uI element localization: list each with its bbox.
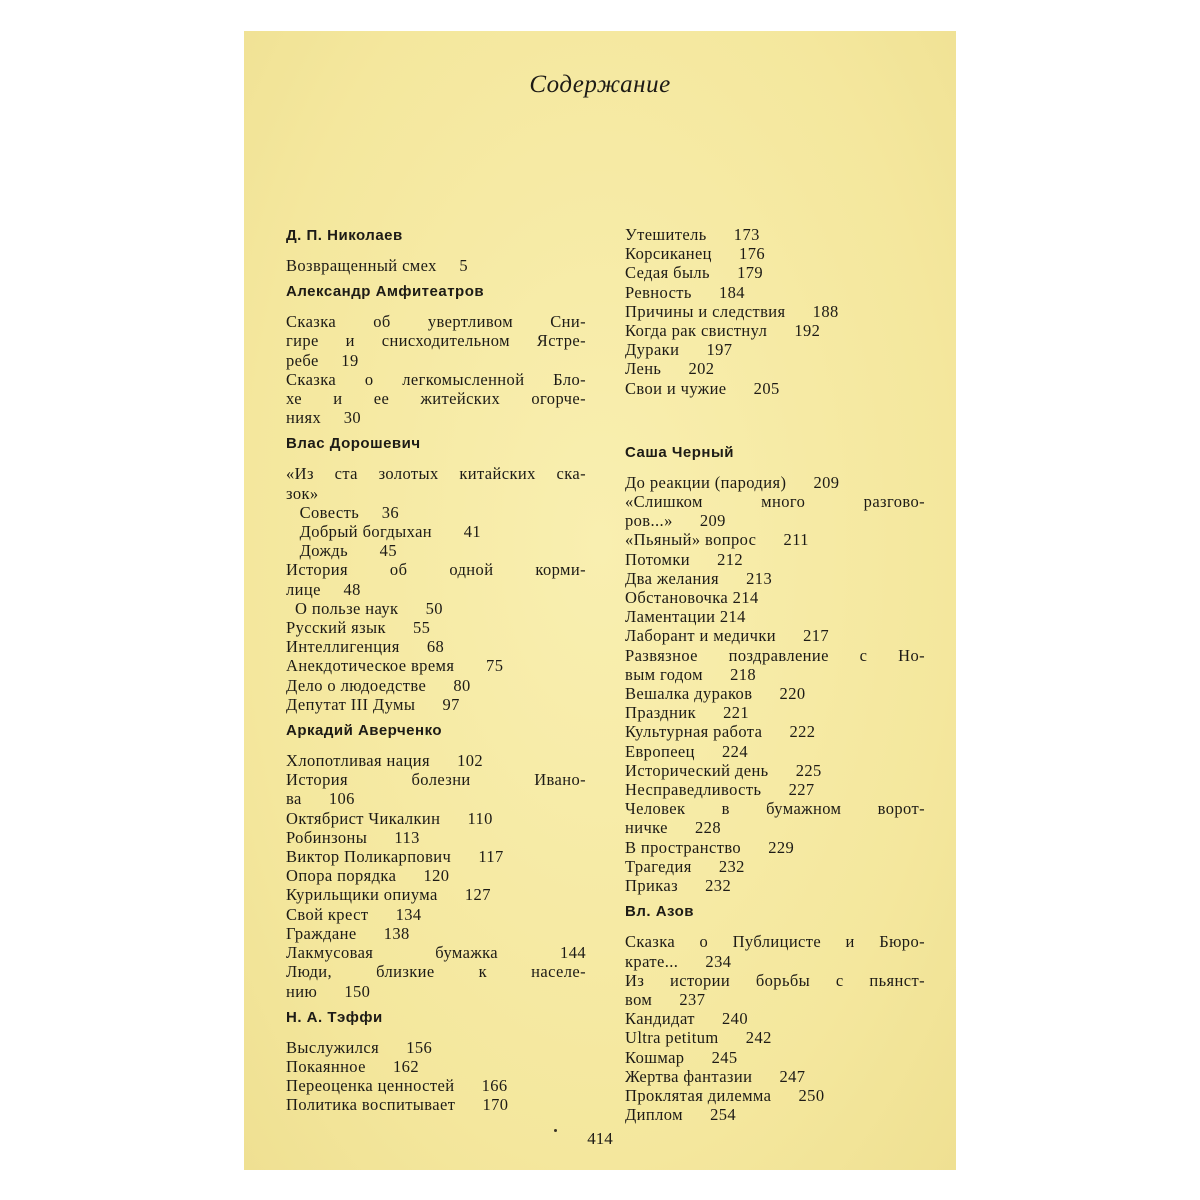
toc-right-column xyxy=(625,225,925,1124)
toc-entry: лице 48 xyxy=(286,579,361,599)
toc-entry: История об одной корми- xyxy=(286,560,586,580)
toc-entry: вым годом 218 xyxy=(625,664,757,684)
toc-entry: Два желания 213 xyxy=(625,568,773,588)
toc-entry: Обстановочка 214 xyxy=(625,588,759,608)
toc-entry: Кошмар 245 xyxy=(625,1047,738,1067)
toc-entry: Сказка об увертливом Сни- xyxy=(286,312,586,332)
toc-entry: Когда рак свистнул 192 xyxy=(625,321,821,341)
page-title: Содержание xyxy=(529,71,671,98)
toc-author-heading: Влас Дорошевич xyxy=(286,435,421,453)
toc-entry: Утешитель 173 xyxy=(625,225,760,244)
toc-entry: Лакмусовая бумажка 144 xyxy=(286,943,586,963)
toc-entry: вом 237 xyxy=(625,989,706,1009)
toc-left-column xyxy=(286,225,586,1115)
toc-entry: зок» xyxy=(286,483,319,503)
toc-entry: О пользе наук 50 xyxy=(286,598,443,618)
toc-entry: Дураки 197 xyxy=(625,340,733,360)
toc-entry: Исторический день 225 xyxy=(625,760,822,780)
toc-entry: ребе 19 xyxy=(286,350,359,370)
toc-entry: Седая быль 179 xyxy=(625,263,764,283)
toc-entry: До реакции (пародия) 209 xyxy=(625,472,840,492)
toc-entry: Анекдотическое время 75 xyxy=(286,656,504,676)
toc-entry: «Слишком много разгово- xyxy=(625,492,925,512)
toc-entry: Корсиканец 176 xyxy=(625,244,766,264)
toc-entry: «Из ста золотых китайских ска- xyxy=(286,464,586,484)
toc-entry: Развязное поздравление с Но- xyxy=(625,645,925,665)
toc-entry: Совесть 36 xyxy=(286,502,400,522)
toc-entry: ров...» 209 xyxy=(625,511,726,531)
toc-entry: Виктор Поликарпович 117 xyxy=(286,847,504,867)
toc-author-heading: Н. А. Тэффи xyxy=(286,1008,383,1026)
toc-entry: «Пьяный» вопрос 211 xyxy=(625,530,809,550)
toc-entry: ниях 30 xyxy=(286,408,362,428)
toc-entry: ничке 228 xyxy=(625,818,721,838)
page-number: 414 xyxy=(587,1129,613,1148)
toc-entry: История болезни Ивано- xyxy=(286,770,586,790)
toc-author-heading: Вл. Азов xyxy=(625,903,694,921)
toc-entry: Политика воспитывает 170 xyxy=(286,1095,509,1115)
toc-entry: нию 150 xyxy=(286,981,371,1001)
toc-entry: Курильщики опиума 127 xyxy=(286,885,491,905)
toc-entry: Лень 202 xyxy=(625,359,715,379)
toc-entry: Покаянное 162 xyxy=(286,1056,419,1076)
toc-entry: Приказ 232 xyxy=(625,876,732,896)
toc-entry: Диплом 254 xyxy=(625,1105,737,1125)
toc-entry: Причины и следствия 188 xyxy=(625,301,839,321)
toc-entry: Робинзоны 113 xyxy=(286,827,420,847)
toc-author-heading: Александр Амфитеатров xyxy=(286,283,485,301)
toc-entry: Праздник 221 xyxy=(625,703,750,723)
toc-entry: Депутат III Думы 97 xyxy=(286,694,460,714)
toc-entry: Потомки 212 xyxy=(625,549,744,569)
toc-entry: Из истории борьбы с пьянст- xyxy=(625,970,925,990)
toc-entry: Выслужился 156 xyxy=(286,1037,433,1057)
toc-entry: Несправедливость 227 xyxy=(625,780,815,800)
toc-entry: Ultra petitum 242 xyxy=(625,1028,772,1048)
toc-entry: Дело о людоедстве 80 xyxy=(286,675,471,695)
toc-entry: Лаборант и медички 217 xyxy=(625,626,830,646)
toc-entry: Возвращенный смех 5 xyxy=(286,256,469,275)
toc-entry: Граждане 138 xyxy=(286,923,410,943)
section-spacer xyxy=(625,398,925,442)
toc-entry: Люди, близкие к населе- xyxy=(286,962,586,982)
toc-entry: Трагедия 232 xyxy=(625,856,745,876)
toc-entry: Хлопотливая нация 102 xyxy=(286,751,484,771)
toc-author-heading: Саша Черный xyxy=(625,443,735,461)
toc-entry: Добрый богдыхан 41 xyxy=(286,522,481,542)
toc-entry: Сказка о легкомысленной Бло- xyxy=(286,369,586,389)
toc-entry: Свои и чужие 205 xyxy=(625,378,780,398)
toc-entry: Жертва фантазии 247 xyxy=(625,1066,806,1086)
toc-entry: Человек в бумажном ворот- xyxy=(625,799,925,819)
toc-entry: Переоценка ценностей 166 xyxy=(286,1076,508,1096)
toc-entry: Сказка о Публицисте и Бюро- xyxy=(625,932,925,952)
toc-entry: Ламентации 214 xyxy=(625,607,746,627)
toc-entry: Вешалка дураков 220 xyxy=(625,684,806,704)
toc-entry: Культурная работа 222 xyxy=(625,722,816,742)
toc-entry: Кандидат 240 xyxy=(625,1009,748,1029)
toc-entry: гире и снисходительном Ястре- xyxy=(286,331,586,351)
toc-entry: Проклятая дилемма 250 xyxy=(625,1085,825,1105)
toc-entry: Дождь 45 xyxy=(286,541,397,561)
toc-entry: Свой крест 134 xyxy=(286,904,422,924)
toc-entry: Русский язык 55 xyxy=(286,618,431,638)
toc-entry: Интеллигенция 68 xyxy=(286,637,445,657)
book-page xyxy=(244,31,956,1170)
toc-entry: Ревность 184 xyxy=(625,282,745,302)
toc-entry: Европеец 224 xyxy=(625,741,748,761)
toc-entry: крате... 234 xyxy=(625,951,732,971)
toc-entry: хе и ее житейских огорче- xyxy=(286,389,586,409)
toc-entry: Опора порядка 120 xyxy=(286,866,450,886)
toc-entry: Октябрист Чикалкин 110 xyxy=(286,808,493,828)
toc-entry: В пространство 229 xyxy=(625,837,795,857)
toc-author-heading: Аркадий Аверченко xyxy=(286,722,443,740)
toc-author-heading: Д. П. Николаев xyxy=(286,227,403,244)
toc-entry: ва 106 xyxy=(286,789,355,809)
